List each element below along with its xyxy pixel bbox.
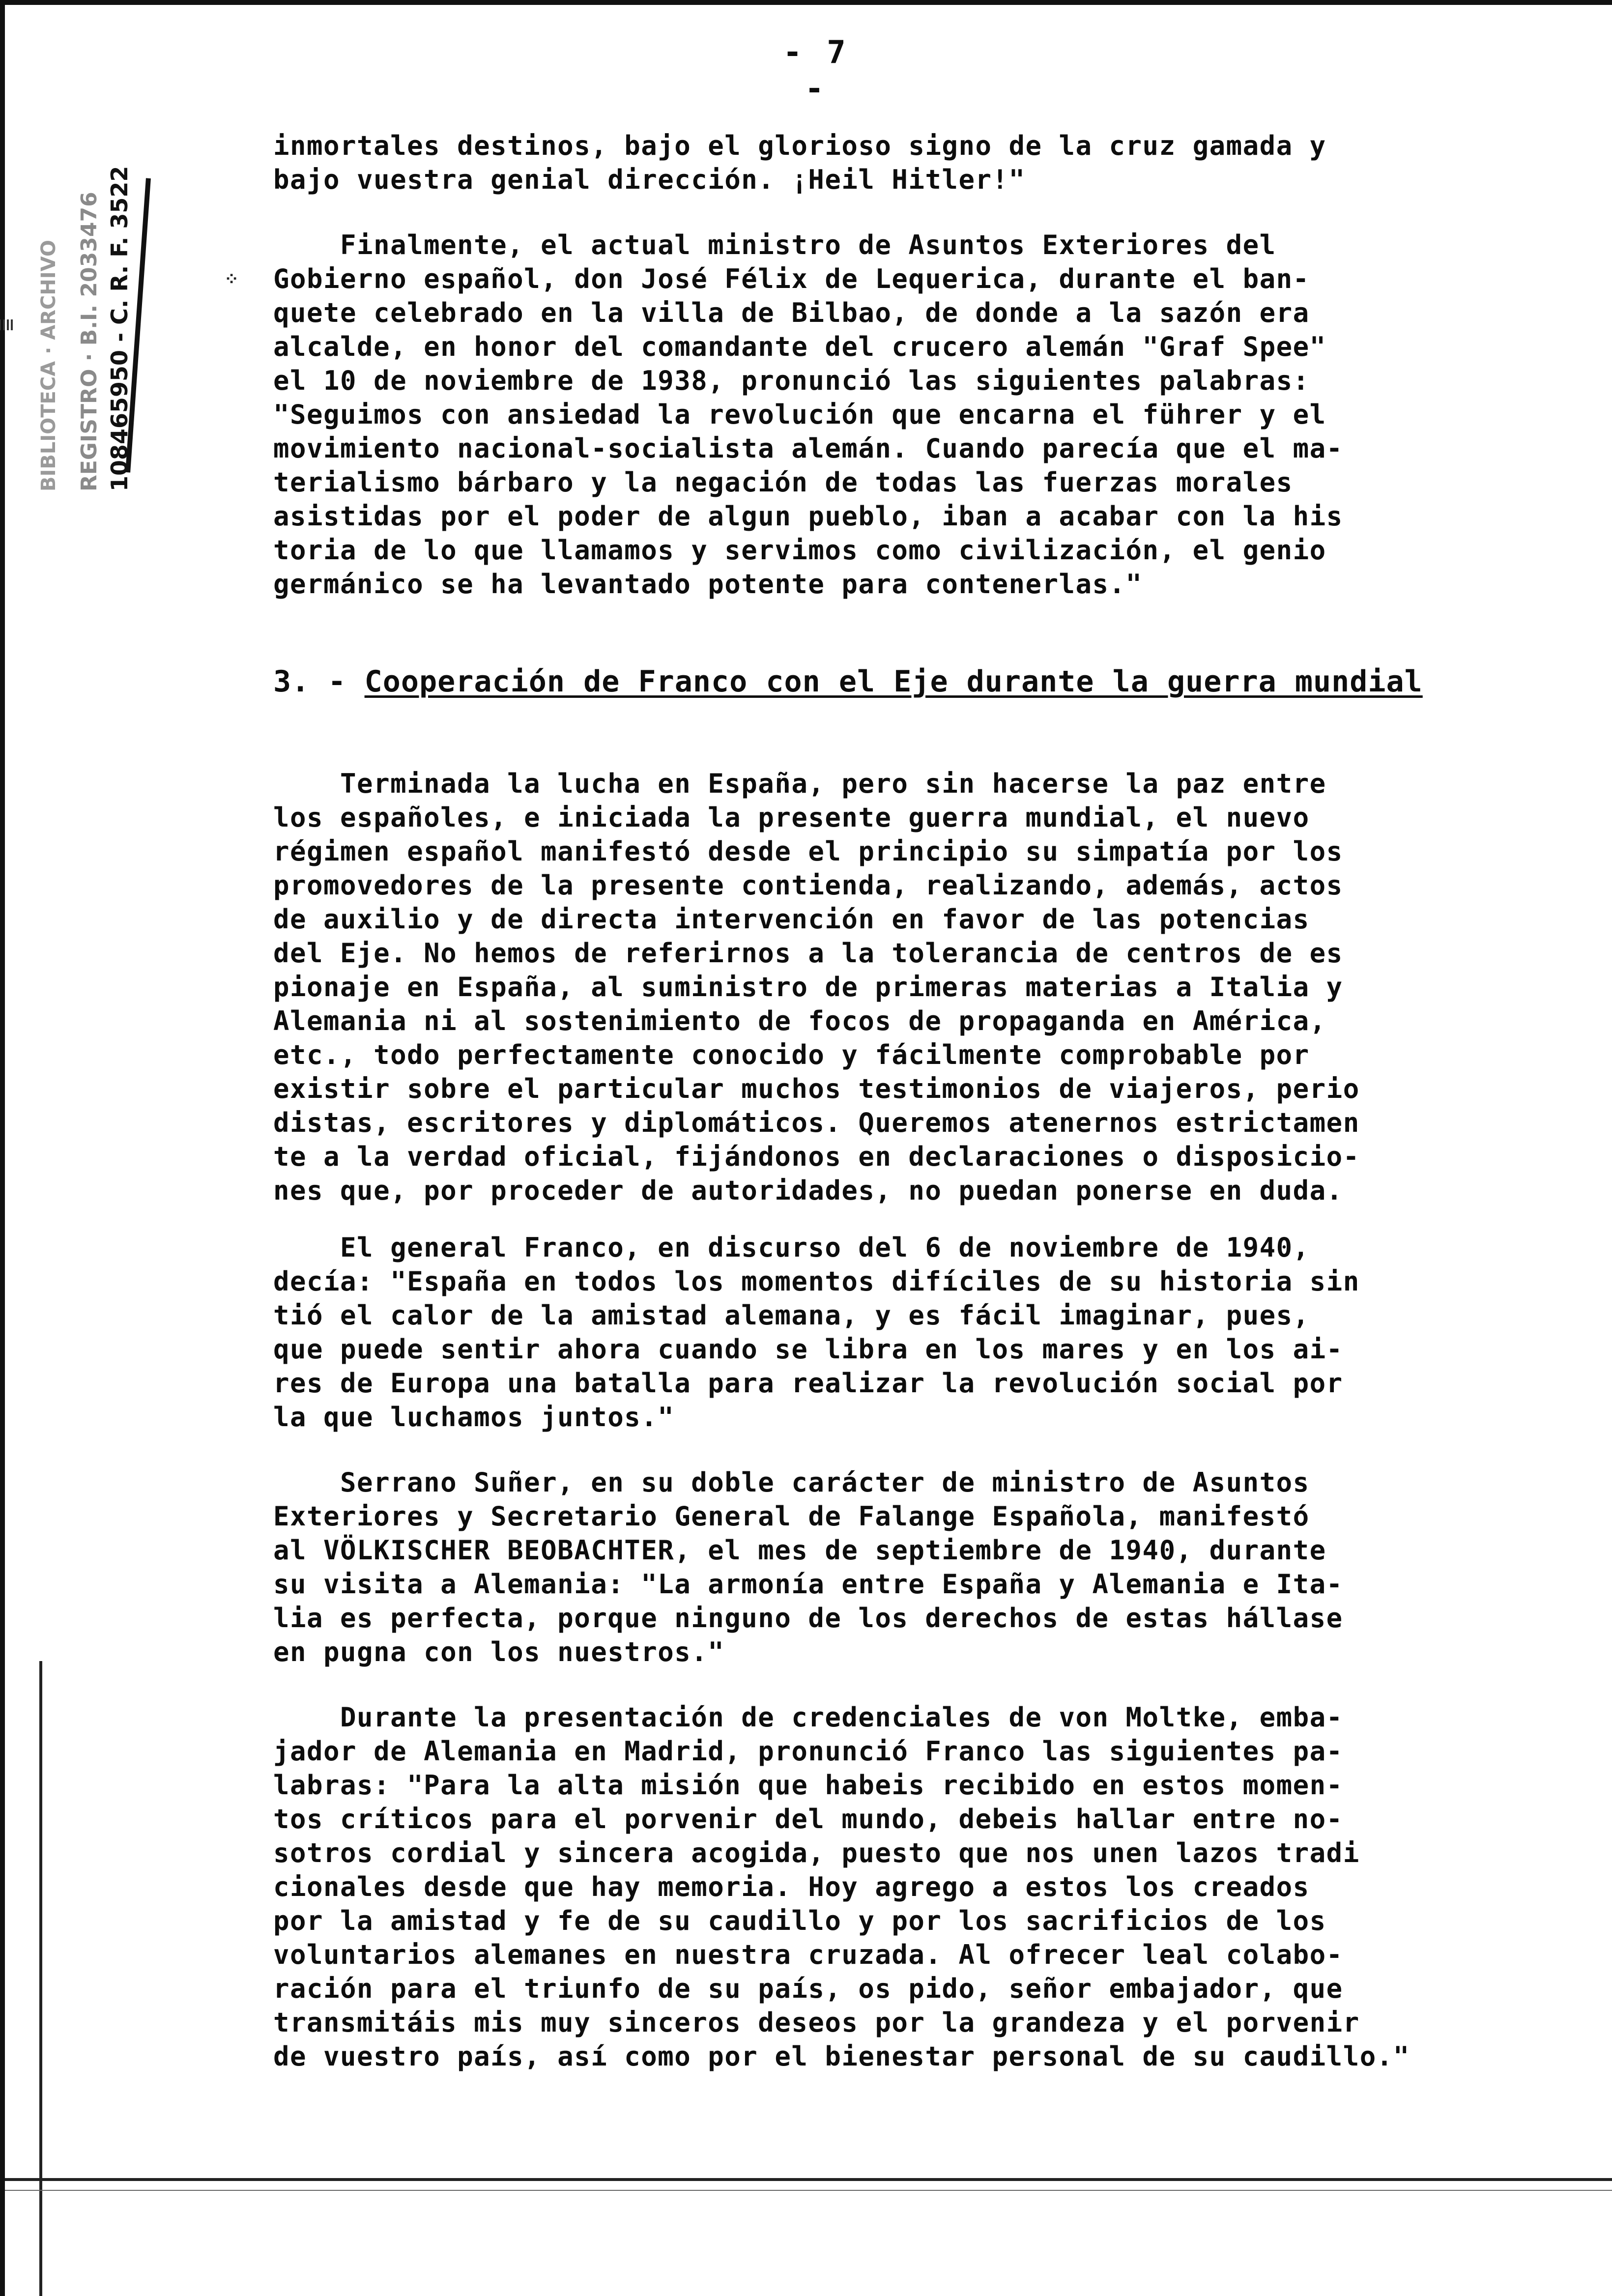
section-heading — [273, 664, 1423, 699]
stamp-mark — [0, 319, 15, 330]
page-number: - 7 - — [783, 34, 849, 107]
bottom-rule-thin — [5, 2190, 1612, 2191]
stamp-line-2: REGISTRO · B.I. 2033476 — [77, 192, 102, 491]
bottom-rule — [5, 2178, 1612, 2181]
scan-border-inner — [39, 1661, 42, 2296]
stamp-line-1: BIBLIOTECA · ARCHIVO — [37, 240, 60, 491]
paragraph-lequerica: Finalmente, el actual ministro de Asuntos Exteriores del Gobierno español, don José Félix de Lequerica, durante el ban- quete celebrado en la villa de Bilbao, de donde a la sazón era alcalde, en honor del comandante del crucero alemán "Graf Spee" el 10 de noviembre de 1938, pronunció las siguientes palabras: "Seguimos con ansiedad la revolución que encarna el führer y el movimiento nacional-socialista alemán. Cuando parecía que el ma- terialismo bárbaro y la negación de todas las fuerzas morales asistidas por el poder de algun pueblo, iban a acabar con la his toria de lo que llamamos y servimos como civilización, el genio germánico se ha levantado potente para contenerlas." — [273, 230, 1343, 600]
stamp-line-3: 108465950 - C. R. F. 3522 — [106, 166, 133, 491]
paragraph-credentials: Durante la presentación de credenciales de von Moltke, emba- jador de Alemania en Madrid, pronunció Franco las siguientes pa- labras: "Para la alta misión que habeis recibido en estos momen- tos críticos para el porvenir del mundo, debeis hallar entre no- sotros cordial y sincera acogida, puesto que nos unen lazos tradi cionales desde que hay memoria. Hoy agrego a estos los creados por la amistad y fe de su caudillo y por los sacrificios de los voluntarios alemanes en nuestra cruzada. Al ofrecer leal colabo- ración para el triunfo de su país, os pido, señor embajador, que transmitáis mis muy sinceros deseos por la grandeza y el porvenir de vuestro país, así como por el bienestar personal de su caudillo." — [273, 1702, 1410, 2072]
paragraph-continuation: inmortales destinos, bajo el glorioso signo de la cruz gamada y bajo vuestra genial dirección. ¡Heil Hitler!" — [273, 130, 1326, 195]
paragraph-serrano: Serrano Suñer, en su doble carácter de ministro de Asuntos Exteriores y Secretario General de Falange Española, manifestó al VÖLKISCHER BEOBACHTER, el mes de septiembre de 1940, durante su visita a Alemania: "La armonía entre España y Alemania e Ita- lia es perfecta, porque ninguno de los derechos de estas hállase en pugna con los nuestros." — [273, 1467, 1343, 1667]
margin-mark-icon: ⁘ — [224, 269, 239, 289]
scan-border-top — [0, 0, 1612, 5]
paragraph-cooperation: Terminada la lucha en España, pero sin hacerse la paz entre los españoles, e iniciada la presente guerra mundial, el nuevo régimen español manifestó desde el principio su simpatía por los promovedores de la presente contienda, realizando, además, actos de auxilio y de directa intervención en favor de las potencias del Eje. No hemos de referirnos a la tolerancia de centros de es pionaje en España, al suministro de primeras materias a Italia y Alemania ni al sostenimiento de focos de propaganda en América, etc., todo perfectamente conocido y fácilmente comprobable por existir sobre el particular muchos testimonios de viajeros, perio distas, escritores y diplomáticos. Queremos atenernos estrictamen te a la verdad oficial, fijándonos en declaraciones o disposicio- nes que, por proceder de autoridades, no puedan ponerse en duda. — [273, 768, 1360, 1206]
paragraph-franco-speech: El general Franco, en discurso del 6 de noviembre de 1940, decía: "España en todos los momentos difíciles de su historia sin tió el calor de la amistad alemana, y es fácil imaginar, pues, que puede sentir ahora cuando se libra en los mares y en los ai- res de Europa una batalla para realizar la revolución social por la que luchamos juntos." — [273, 1232, 1360, 1433]
section-title: Cooperación de Franco con el Eje durante la guerra mundial — [364, 664, 1423, 699]
section-number: 3. - — [273, 664, 365, 699]
archive-stamp — [0, 34, 143, 491]
